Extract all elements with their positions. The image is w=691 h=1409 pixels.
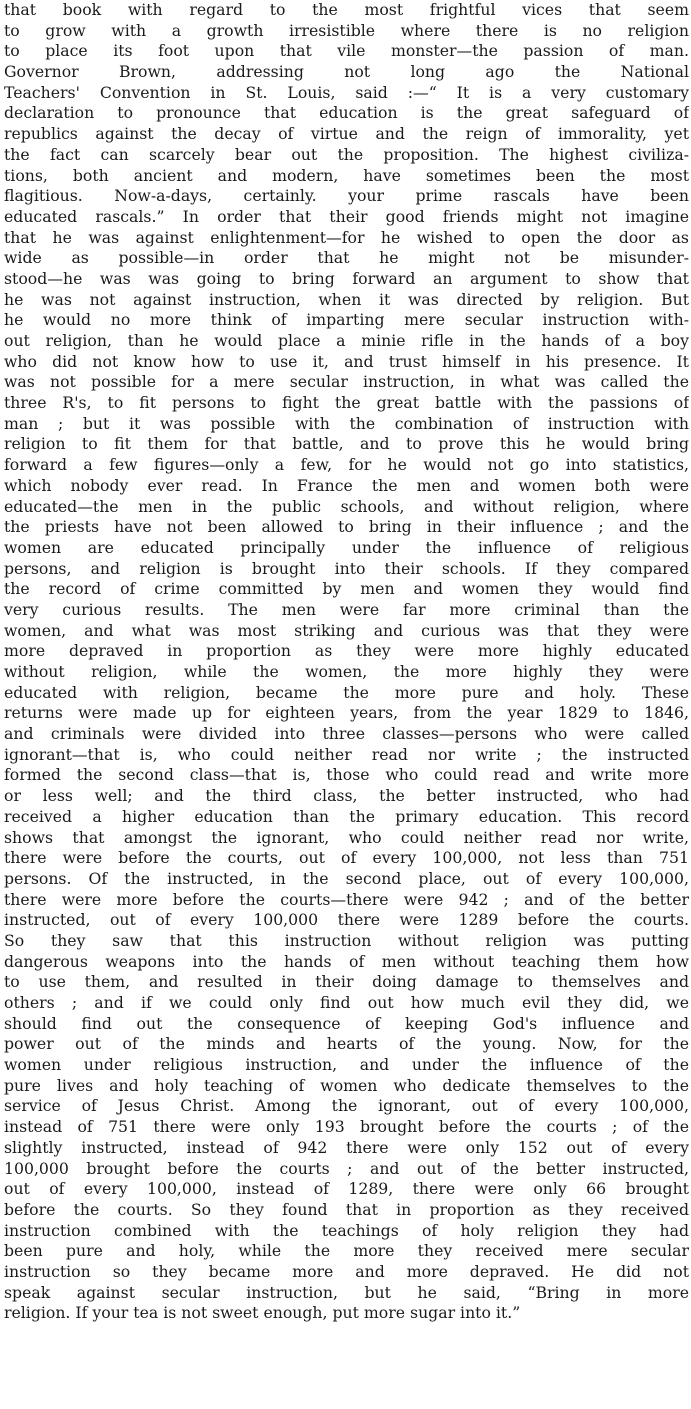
article-line: the priests have not been allowed to bring in their influence ; and the xyxy=(4,517,689,537)
article-line: slightly instructed, instead of 942 there were only 152 out of every xyxy=(4,1137,689,1157)
article-line: the record of crime committed by men and women they would find xyxy=(4,579,689,599)
article-line: declaration to pronounce that education is the great safeguard of xyxy=(4,103,689,123)
article-line: pure lives and holy teaching of women who dedicate themselves to the xyxy=(4,1075,689,1095)
article-line: instruction combined with the teachings of holy religion they had xyxy=(4,1220,689,1240)
article-line: women under religious instruction, and under the influence of the xyxy=(4,1055,689,1075)
article-line: educated rascals.” In order that their good friends might not imagine xyxy=(4,206,689,226)
article-line: he was not against instruction, when it was directed by religion. But xyxy=(4,289,689,309)
article-line: forward a few figures—only a few, for he would not go into statistics, xyxy=(4,455,689,475)
article-line: So they saw that this instruction without religion was putting xyxy=(4,930,689,950)
article-line: and criminals were divided into three classes—persons who were called xyxy=(4,724,689,744)
article-line: speak against secular instruction, but he said, “Bring in more xyxy=(4,1282,689,1302)
article-line: tions, both ancient and modern, have sometimes been the most xyxy=(4,165,689,185)
article-line: there were more before the courts—there were 942 ; and of the better xyxy=(4,889,689,909)
article-line: stood—he was was going to bring forward an argument to show that xyxy=(4,268,689,288)
article-line: persons. Of the instructed, in the second place, out of every 100,000, xyxy=(4,868,689,888)
article-line: who did not know how to use it, and trust himself in his presence. It xyxy=(4,351,689,371)
article-line: out of every 100,000, instead of 1289, there were only 66 brought xyxy=(4,1179,689,1199)
article-line: women, and what was most striking and curious was that they were xyxy=(4,620,689,640)
article-line: Governor Brown, addressing not long ago the National xyxy=(4,62,689,82)
article-line: wide as possible—in order that he might not be misunder- xyxy=(4,248,689,268)
article-line: there were before the courts, out of every 100,000, not less than 751 xyxy=(4,848,689,868)
article-line: was not possible for a mere secular instruction, in what was called the xyxy=(4,372,689,392)
article-column xyxy=(4,0,689,1324)
article-line: instead of 751 there were only 193 brought before the courts ; of the xyxy=(4,1117,689,1137)
article-line: he would no more think of imparting mere secular instruction with- xyxy=(4,310,689,330)
article-line: very curious results. The men were far more criminal than the xyxy=(4,599,689,619)
article-line: formed the second class—that is, those who could read and write more xyxy=(4,765,689,785)
article-line: service of Jesus Christ. Among the ignorant, out of every 100,000, xyxy=(4,1096,689,1116)
article-line: returns were made up for eighteen years, from the year 1829 to 1846, xyxy=(4,703,689,723)
article-line: to place its foot upon that vile monster—the passion of man. xyxy=(4,41,689,61)
article-line: religion. If your tea is not sweet enough, put more sugar into it.” xyxy=(4,1303,521,1323)
article-line: instruction so they became more and more depraved. He did not xyxy=(4,1261,689,1281)
article-line: to use them, and resulted in their doing damage to themselves and xyxy=(4,972,689,992)
article-line: Teachers' Convention in St. Louis, said :—“ It is a very customary xyxy=(4,82,689,102)
article-line: the fact can scarcely bear out the proposition. The highest civiliza- xyxy=(4,144,689,164)
article-line: educated with religion, became the more pure and holy. These xyxy=(4,682,689,702)
article-line: republics against the decay of virtue and the reign of immorality, yet xyxy=(4,124,689,144)
article-line: women are educated principally under the influence of religious xyxy=(4,537,689,557)
article-line: shows that amongst the ignorant, who could neither read nor write, xyxy=(4,827,689,847)
article-line: 100,000 brought before the courts ; and out of the better instructed, xyxy=(4,1158,689,1178)
article-line: or less well; and the third class, the better instructed, who had xyxy=(4,786,689,806)
article-line: before the courts. So they found that in proportion as they received xyxy=(4,1199,689,1219)
article-line: ignorant—that is, who could neither read nor write ; the instructed xyxy=(4,744,689,764)
article-line: flagitious. Now-a-days, certainly. your prime rascals have been xyxy=(4,186,689,206)
article-line: others ; and if we could only find out how much evil they did, we xyxy=(4,993,689,1012)
article-line: which nobody ever read. In France the men and women both were xyxy=(4,475,689,495)
article-line: power out of the minds and hearts of the young. Now, for the xyxy=(4,1034,689,1054)
article-line: instructed, out of every 100,000 there were 1289 before the courts. xyxy=(4,910,689,930)
article-line: religion to fit them for that battle, and to prove this he would bring xyxy=(4,434,689,454)
article-line: educated—the men in the public schools, and without religion, where xyxy=(4,496,689,516)
article-line: been pure and holy, while the more they received mere secular xyxy=(4,1241,689,1261)
article-line: to grow with a growth irresistible where there is no religion xyxy=(4,20,689,40)
article-line: that book with regard to the most frightful vices that seem xyxy=(4,0,689,19)
article-line: received a higher education than the primary education. This record xyxy=(4,806,689,826)
article-line: persons, and religion is brought into their schools. If they compared xyxy=(4,558,689,578)
article-line: without religion, while the women, the more highly they were xyxy=(4,662,689,681)
article-line: more depraved in proportion as they were more highly educated xyxy=(4,641,689,661)
article-line: dangerous weapons into the hands of men without teaching them how xyxy=(4,951,689,971)
newspaper-page xyxy=(4,0,689,1409)
article-line: out religion, than he would place a minie rifle in the hands of a boy xyxy=(4,331,689,350)
article-line: three R's, to fit persons to fight the great battle with the passions of xyxy=(4,393,689,413)
article-line: that he was against enlightenment—for he wished to open the door as xyxy=(4,227,689,247)
article-line: should find out the consequence of keeping God's influence and xyxy=(4,1013,689,1033)
article-line: man ; but it was possible with the combination of instruction with xyxy=(4,413,689,433)
